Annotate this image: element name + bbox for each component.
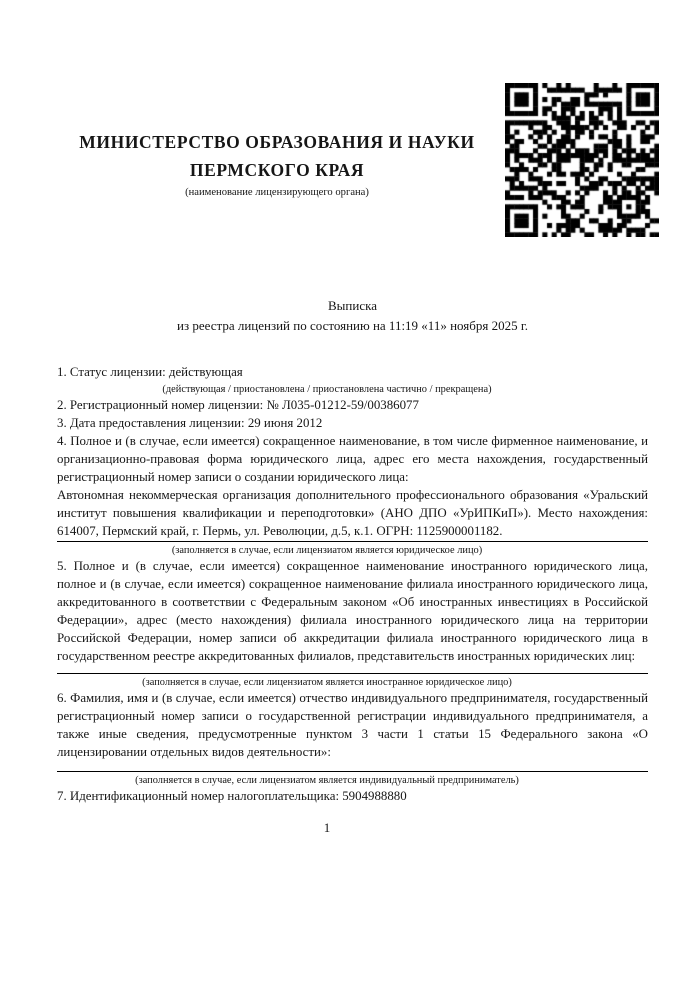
- ministry-name-line2: ПЕРМСКОГО КРАЯ: [189, 160, 365, 180]
- document-body: [57, 363, 648, 837]
- page-number: 1: [323, 820, 331, 835]
- qr-code-icon: [505, 83, 659, 237]
- qr-code-canvas: [505, 83, 659, 237]
- item-5-foreign-entity-label: 5. Полное и (в случае, если имеется) сокращенное наименование иностранного юридического лица, полное и (в случае, если имеется) сокращенное наименование филиала иностранного юридического лица, аккредитованного в соответствии с Федеральным законом «Об иностранных инвестициях в Российской Федерации», адрес (место нахождения) филиала иностранного юридического лица на территории Российской Федерации, номер записи об аккредитации филиала иностранного юридического лица в государственном реестре аккредитованных филиалов, представительств иностранных юридических лиц:: [57, 559, 648, 663]
- document-title-line2: из реестра лицензий по состоянию на 11:19 «11» ноября 2025 г.: [177, 318, 528, 333]
- item-1-license-status: 1. Статус лицензии: действующая: [57, 365, 243, 379]
- item-6-fill-line: [57, 771, 648, 772]
- item-4-legal-entity-value: Автономная некоммерческая организация дополнительного профессионального образования «Уральский институт повышения квалификации и переподготовки» (АНО ДПО «УрИПКиП»). Место нахождения: 614007, Пермский край, г. Пермь, ул. Революции, д.5, к.1. ОГРН: 1125900001182.: [57, 488, 648, 538]
- item-4-caption: (заполняется в случае, если лицензиатом является юридическое лицо): [171, 545, 483, 556]
- document-title: [57, 296, 648, 336]
- item-2-registration-number: 2. Регистрационный номер лицензии: № Л035-01212-59/00386077: [57, 398, 419, 412]
- item-4-fill-line: [57, 541, 648, 542]
- item-1-caption: (действующая / приостановлена / приостановлена частично / прекращена): [162, 384, 492, 395]
- item-5-caption: (заполняется в случае, если лицензиатом является иностранное юридическое лицо): [142, 677, 512, 688]
- item-6-entrepreneur-label: 6. Фамилия, имя и (в случае, если имеется) отчество индивидуального предпринимателя, государственный регистрационный номер записи о государственной регистрации индивидуального предпринимателя, а также иные сведения, предусмотренные пунктом 3 части 1 статьи 15 Федерального закона «О лицензировании отдельных видов деятельности»:: [57, 691, 648, 759]
- item-4-legal-entity-label: 4. Полное и (в случае, если имеется) сокращенное наименование, в том числе фирменное наименование, и организационно-правовая форма юридического лица, адрес его места нахождения, государственный регистрационный номер записи о создании юридического лица:: [57, 434, 648, 484]
- item-6-caption: (заполняется в случае, если лицензиатом является индивидуальный предприниматель): [135, 775, 519, 786]
- document-title-line1: Выписка: [328, 298, 377, 313]
- item-3-grant-date: 3. Дата предоставления лицензии: 29 июня 2012: [57, 416, 323, 430]
- item-5-fill-line: [57, 673, 648, 674]
- ministry-name-line1: МИНИСТЕРСТВО ОБРАЗОВАНИЯ И НАУКИ: [79, 132, 475, 152]
- licensing-authority-header: [57, 128, 497, 198]
- item-7-taxpayer-number: 7. Идентификационный номер налогоплательщика: 5904988880: [57, 789, 407, 803]
- ministry-name-caption: (наименование лицензирующего органа): [185, 187, 369, 198]
